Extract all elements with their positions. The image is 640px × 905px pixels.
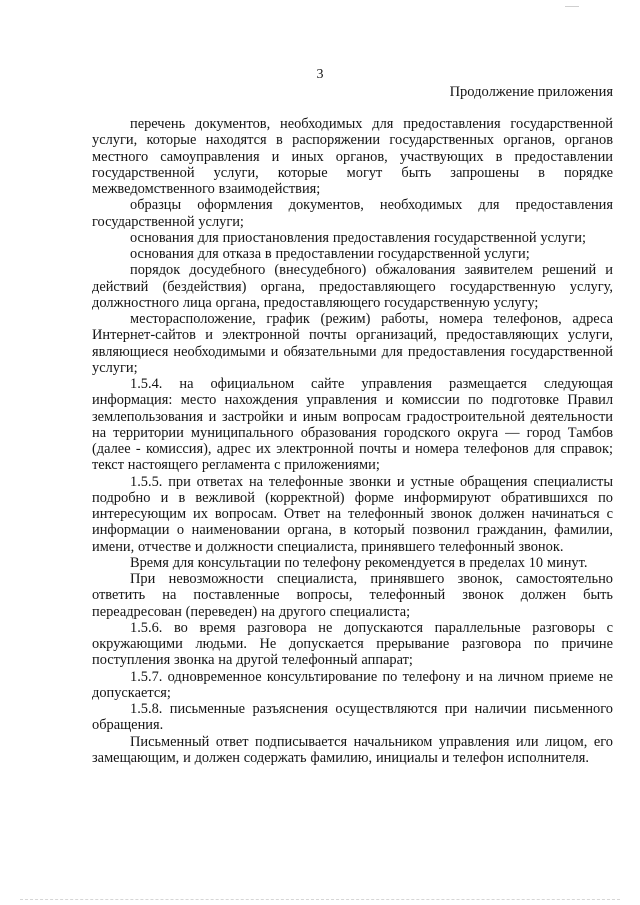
paragraph: основания для отказа в предоставлении государственной услуги; bbox=[130, 246, 530, 262]
page-number: 3 bbox=[316, 67, 324, 82]
paragraph: месторасположение, график (режим) работы, номера телефонов, адреса Интернет-сайтов и электронной почты организаций, предоставляющих услуги, являющиеся необходимыми и обязательными для предоставления государственной услуги; bbox=[92, 311, 613, 376]
paragraph: При невозможности специалиста, принявшего звонок, самостоятельно ответить на поставленные вопросы, телефонный звонок должен быть переадресован (переведен) на другого специалиста; bbox=[92, 571, 613, 620]
paragraph-1-5-4: 1.5.4. на официальном сайте управления размещается следующая информация: место нахождения управления и комиссии по подготовке Правил землепользования и застройки и иным вопросам градостроительной деятельности на территории муниципального образования городского округа — город Тамбов (далее - комиссия), адрес их электронной почты и номера телефонов для справок; текст настоящего регламента с приложениями; bbox=[92, 376, 613, 474]
document-body bbox=[92, 116, 613, 766]
paragraph-1-5-7: 1.5.7. одновременное консультирование по телефону и на личном приеме не допускается; bbox=[92, 668, 613, 701]
paragraph: основания для приостановления предоставления государственной услуги; bbox=[130, 229, 586, 246]
paragraph-1-5-6: 1.5.6. во время разговора не допускаются параллельные разговоры с окружающими людьми. Не допускается прерывание разговора по причине поступления звонка на другой телефонный аппарат; bbox=[92, 619, 613, 669]
scan-artifact bbox=[20, 899, 620, 902]
paragraph: Время для консультации по телефону рекомендуется в пределах 10 минут. bbox=[130, 554, 588, 571]
paragraph: образцы оформления документов, необходимых для предоставления государственной услуги; bbox=[92, 197, 613, 230]
paragraph-1-5-8: 1.5.8. письменные разъяснения осуществляются при наличии письменного обращения. bbox=[92, 701, 613, 734]
paragraph: Письменный ответ подписывается начальником управления или лицом, его замещающим, и должен содержать фамилию, инициалы и телефон исполнителя. bbox=[92, 733, 613, 766]
paragraph: порядок досудебного (внесудебного) обжалования заявителем решений и действий (бездействия) органа, предоставляющего государственную услугу, должностного лица органа, предоставляющего государственную услугу; bbox=[92, 262, 613, 311]
appendix-continuation-note: Продолжение приложения bbox=[449, 84, 613, 100]
scan-artifact bbox=[565, 6, 579, 7]
paragraph-1-5-5: 1.5.5. при ответах на телефонные звонки и устные обращения специалисты подробно и в вежливой (корректной) форме информируют обратившихся по интересующим их вопросам. Ответ на телефонный звонок должен начинаться с информации о наименовании органа, в который позвонил гражданин, фамилии, имени, отчестве и должности специалиста, принявшего телефонный звонок. bbox=[92, 473, 613, 555]
paragraph: перечень документов, необходимых для предоставления государственной услуги, которые находятся в распоряжении государственных органов, органов местного самоуправления и иных органов, участвующих в предоставлении государственной услуги, которые могут быть запрошены в порядке межведомственного взаимодействия; bbox=[92, 116, 613, 197]
